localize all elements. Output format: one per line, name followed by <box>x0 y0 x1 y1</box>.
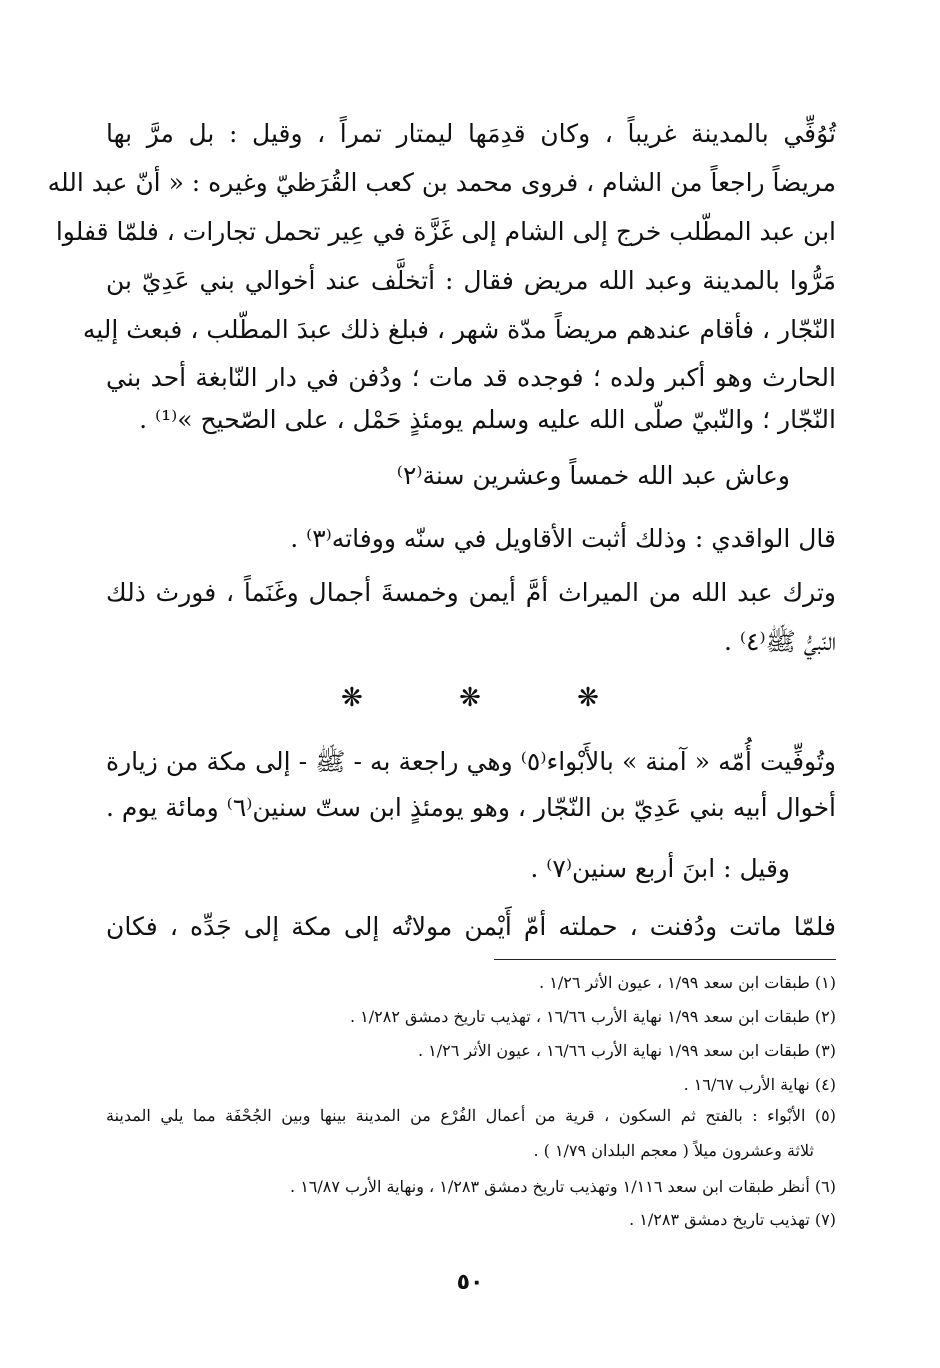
body-line: أخوال أبيه بني عَدِيّ بن النّجّار ، وهو يومئذٍ ابن ستّ سنين⁽٦⁾ ومائة يوم . <box>106 793 836 822</box>
footnote-rule <box>494 959 836 960</box>
body-line: وعاش عبد الله خمساً وعشرين سنة⁽٢⁾ <box>396 461 790 490</box>
footnote: (٧) تهذيب تاريخ دمشق ١/٢٨٣ . <box>629 1210 836 1229</box>
body-line: ابن عبد المطّلب خرج إلى الشام إلى غَزَّة في عِير تحمل تجارات ، فلمّا قفلوا <box>55 217 836 246</box>
footnote: (٤) نهاية الأرب ١٦/٦٧ . <box>683 1075 836 1094</box>
body-line: وقيل : ابنَ أربع سنين⁽٧⁾ . <box>530 854 790 883</box>
footnote: (٥) الأبْواء : بالفتح ثم السكون ، قرية من أعمال الفُرْع من المدينة بينها وبين الجُحْفَة مما يلي المدينة <box>106 1106 836 1125</box>
body-line: وترك عبد الله من الميراث أمَّ أيمن وخمسةَ أجمال وغَنَماً ، فورث ذلك <box>106 578 836 607</box>
body-line: فلمّا ماتت ودُفنت ، حملته أمّ أَيْمن مولاتُه إلى مكة إلى جَدِّه ، فكان <box>106 912 836 941</box>
footnote: (٢) طبقات ابن سعد ١/٩٩ نهاية الأرب ١٦/٦٦ ، تهذيب تاريخ دمشق ١/٢٨٢ . <box>350 1007 836 1026</box>
footnote: (٣) طبقات ابن سعد ١/٩٩ نهاية الأرب ١٦/٦٦ ، عيون الأثر ١/٢٦ . <box>417 1041 836 1060</box>
section-separator: ❋ ❋ ❋ <box>341 683 643 713</box>
body-line: النّبيُّ ﷺ⁽٤⁾ . <box>724 627 836 656</box>
body-line: وتُوفِّيت أُمّه « آمنة » بالأَبْواء⁽٥⁾ وهي راجعة به - ﷺ - إلى مكة من زيارة <box>106 747 836 776</box>
footnote-continuation: ثلاثة وعشرون ميلاً ( معجم البلدان ١/٧٩ ) . <box>533 1141 814 1160</box>
footnote: (٦) أنظر طبقات ابن سعد ١/١١٦ وتهذيب تاريخ دمشق ١/٢٨٣ ، ونهاية الأرب ١٦/٨٧ . <box>290 1177 836 1196</box>
body-line: مريضاً راجعاً من الشام ، فروى محمد بن كعب القُرَظيّ وغيره : « أنّ عبد الله <box>47 168 836 197</box>
page-number: ٥٠ <box>456 1270 484 1295</box>
body-line: النّجّار ، فأقام عندهم مريضاً مدّة شهر ، فبلغ ذلك عبدَ المطّلب ، فبعث إليه <box>82 315 836 344</box>
body-line: النّجّار ؛ والنّبيّ صلّى الله عليه وسلم يومئذٍ حَمْل ، على الصّحيح »⁽¹⁾ . <box>139 405 836 434</box>
body-line: قال الواقدي : وذلك أثبت الأقاويل في سنّه ووفاته⁽٣⁾ . <box>290 524 836 553</box>
body-line: الحارث وهو أكبر ولده ؛ فوجده قد مات ؛ ودُفن في دار النّابغة أحد بني <box>106 363 836 392</box>
footnote: (١) طبقات ابن سعد ١/٩٩ ، عيون الأثر ١/٢٦ . <box>539 973 836 992</box>
body-line: تُوُفِّي بالمدينة غريباً ، وكان قدِمَها ليمتار تمراً ، وقيل : بل مرَّ بها <box>106 119 836 148</box>
body-line: مَرُّوا بالمدينة وعبد الله مريض فقال : أتخلَّف عند أخوالي بني عَدِيّ بن <box>106 266 836 295</box>
